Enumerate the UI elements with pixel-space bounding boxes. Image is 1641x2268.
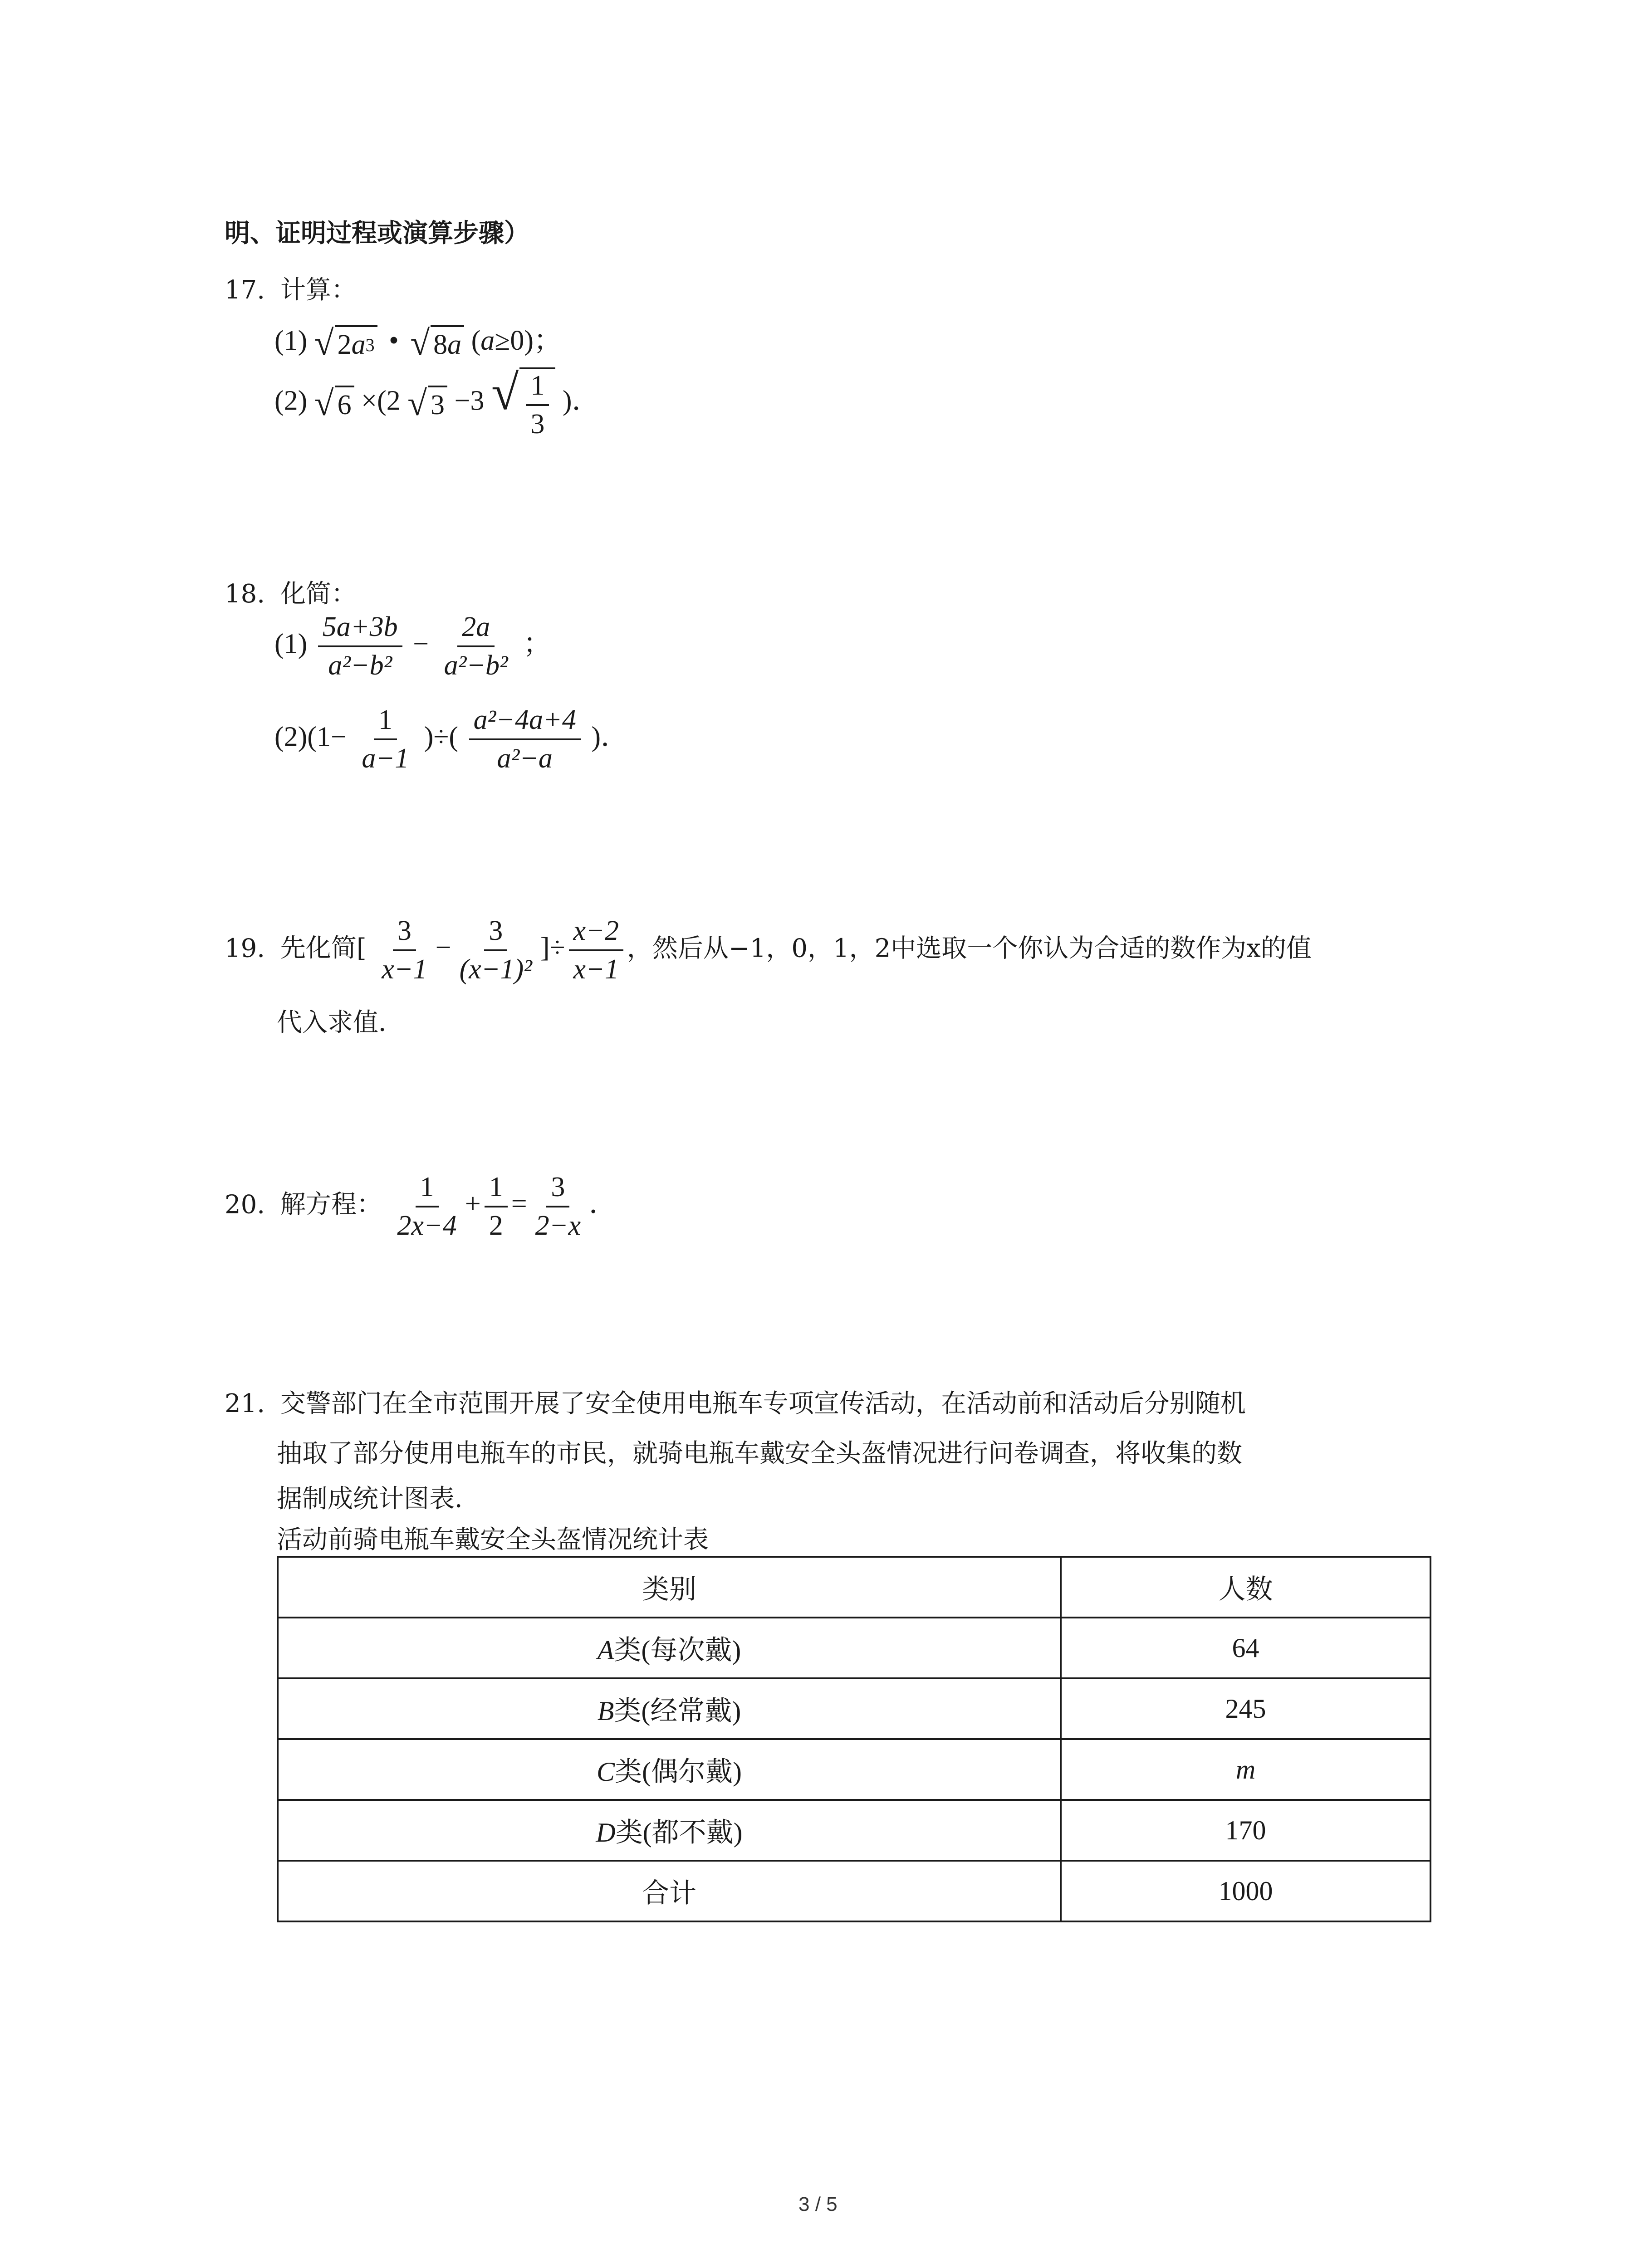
question-lead: 先化简[: [280, 934, 367, 963]
part-label: (1): [274, 628, 308, 660]
q17-header: [225, 270, 357, 306]
radicand-coef: 8: [433, 329, 448, 361]
condition-var: a: [480, 325, 495, 356]
table-cell-count: 64: [1061, 1618, 1430, 1678]
sqrt-expression: [491, 367, 555, 439]
q17-part1: [274, 318, 562, 361]
fraction: [377, 916, 431, 984]
table-header-cell: 人数: [1061, 1557, 1430, 1618]
expression-end: )．: [591, 721, 629, 753]
table-cell-category: D类(都不戴): [278, 1800, 1061, 1861]
radicand-var: a: [447, 329, 462, 361]
q18-part2: [274, 705, 629, 773]
fraction-numerator: 3: [546, 1173, 569, 1207]
radicand: 3: [428, 386, 447, 421]
fraction-numerator: 3: [393, 916, 416, 951]
part-label: (1): [274, 325, 308, 356]
sqrt-expression: [314, 383, 354, 423]
question-lead: 解方程：: [280, 1190, 382, 1220]
part-label: (2)(1−: [274, 721, 347, 753]
q18-part1: [274, 612, 551, 680]
fraction: [357, 705, 413, 773]
expression-end: )．: [562, 385, 600, 416]
condition-open: (: [471, 325, 481, 356]
fraction: [455, 916, 537, 984]
minus-operator: −: [435, 932, 451, 963]
fraction-denominator: a−1: [362, 743, 409, 774]
q17-part2: [274, 367, 600, 439]
fraction-denominator: 2x−4: [397, 1210, 457, 1242]
times-operator: ×(2: [361, 385, 401, 416]
question-instruction: 化简：: [280, 579, 357, 609]
table-row: [278, 1618, 1430, 1678]
divide-operator: ]÷: [540, 932, 565, 963]
fraction: [526, 371, 549, 439]
fraction-denominator: a²−b²: [328, 650, 392, 681]
statistics-table: [277, 1556, 1431, 1922]
fraction: [569, 916, 623, 984]
radical-sign: √: [410, 323, 430, 363]
fraction: [485, 1173, 508, 1241]
fraction-denominator: (x−1)²: [459, 954, 532, 985]
radicand-coef: 2: [337, 329, 352, 361]
question-tail: ，然后从−1，0，1，2中选取一个你认为合适的数作为x的值: [627, 934, 1312, 963]
minus-operator: −3: [454, 385, 485, 416]
fraction-denominator: a²−a: [497, 743, 553, 774]
sqrt-expression: [410, 325, 464, 361]
q19-line1: [225, 916, 1312, 984]
fraction-numerator: 3: [484, 916, 507, 951]
table-cell-count: 1000: [1061, 1861, 1430, 1921]
fraction-denominator: 2: [489, 1210, 503, 1242]
fraction: [469, 705, 581, 773]
question-number: 21.: [225, 1389, 265, 1418]
fraction: [440, 612, 513, 680]
fraction-numerator: 2a: [457, 612, 495, 647]
radical-sign: √: [407, 383, 427, 423]
question-number: 20.: [225, 1190, 265, 1220]
question-text: 交警部门在全市范围开展了安全使用电瓶车专项宣传活动，在活动前和活动后分别随机: [280, 1389, 1246, 1418]
fraction-numerator: 5a+3b: [318, 612, 402, 647]
expression-end: ；: [523, 628, 552, 660]
part-label: (2): [274, 385, 308, 416]
question-number: 17.: [225, 275, 265, 305]
equals-sign: =: [511, 1188, 527, 1220]
q21-line2: 抽取了部分使用电瓶车的市民，就骑电瓶车戴安全头盔情况进行问卷调查，将收集的数: [277, 1439, 1242, 1468]
fraction: [392, 1173, 461, 1241]
q21-line3: 据制成统计图表．: [277, 1484, 480, 1514]
divide-operator: )÷(: [424, 721, 459, 753]
fraction-denominator: a²−b²: [444, 650, 508, 681]
table-cell-category: A类(每次戴): [278, 1618, 1061, 1678]
table-row: [278, 1739, 1430, 1800]
fraction-numerator: a²−4a+4: [469, 705, 581, 740]
question-instruction: 计算：: [280, 275, 357, 305]
q21-line1: [225, 1383, 1246, 1420]
fraction-numerator: 1: [485, 1173, 508, 1207]
table-caption: 活动前骑电瓶车戴安全头盔情况统计表: [277, 1525, 709, 1554]
section-heading: 明、证明过程或演算步骤）: [225, 218, 529, 248]
table-cell-count: 245: [1061, 1678, 1430, 1739]
radical-sign: √: [314, 323, 334, 363]
expression-end: ．: [589, 1188, 617, 1220]
radical-sign: √: [314, 383, 334, 423]
q19-line2: 代入求值．: [277, 1008, 404, 1037]
question-number: 19.: [225, 934, 265, 963]
table-cell-count: m: [1061, 1739, 1430, 1800]
table-cell-category: B类(经常戴): [278, 1678, 1061, 1739]
table-header-cell: 类别: [278, 1557, 1061, 1618]
fraction-numerator: 1: [416, 1173, 439, 1207]
radicand: 6: [335, 386, 354, 421]
sqrt-expression: [407, 383, 447, 423]
table-row: [278, 1678, 1430, 1739]
table-cell-category: 合计: [278, 1861, 1061, 1921]
dot-operator: •: [389, 325, 399, 356]
sqrt-expression: [314, 325, 377, 361]
q18-header: [225, 574, 357, 610]
question-number: 18.: [225, 579, 265, 609]
condition-rest: ≥0)；: [495, 325, 562, 356]
page-number: 3 / 5: [798, 2193, 838, 2215]
fraction: [531, 1173, 585, 1241]
plus-operator: +: [465, 1188, 481, 1220]
radical-sign: √: [491, 365, 519, 420]
table-header-row: [278, 1557, 1430, 1618]
table-row-total: [278, 1861, 1430, 1921]
fraction-numerator: 1: [374, 705, 397, 740]
fraction-numerator: x−2: [569, 916, 623, 951]
fraction-denominator: 3: [530, 409, 545, 440]
fraction: [318, 612, 402, 680]
q20-line: [225, 1173, 617, 1241]
fraction-denominator: x−1: [382, 954, 427, 985]
fraction-numerator: 1: [526, 371, 549, 406]
exponent: 3: [365, 335, 375, 356]
radicand-var: a: [351, 329, 366, 361]
minus-operator: −: [413, 628, 429, 660]
table-cell-count: 170: [1061, 1800, 1430, 1861]
fraction-denominator: x−1: [573, 954, 619, 985]
fraction-denominator: 2−x: [535, 1210, 581, 1242]
table-cell-category: C类(偶尔戴): [278, 1739, 1061, 1800]
table-row: [278, 1800, 1430, 1861]
